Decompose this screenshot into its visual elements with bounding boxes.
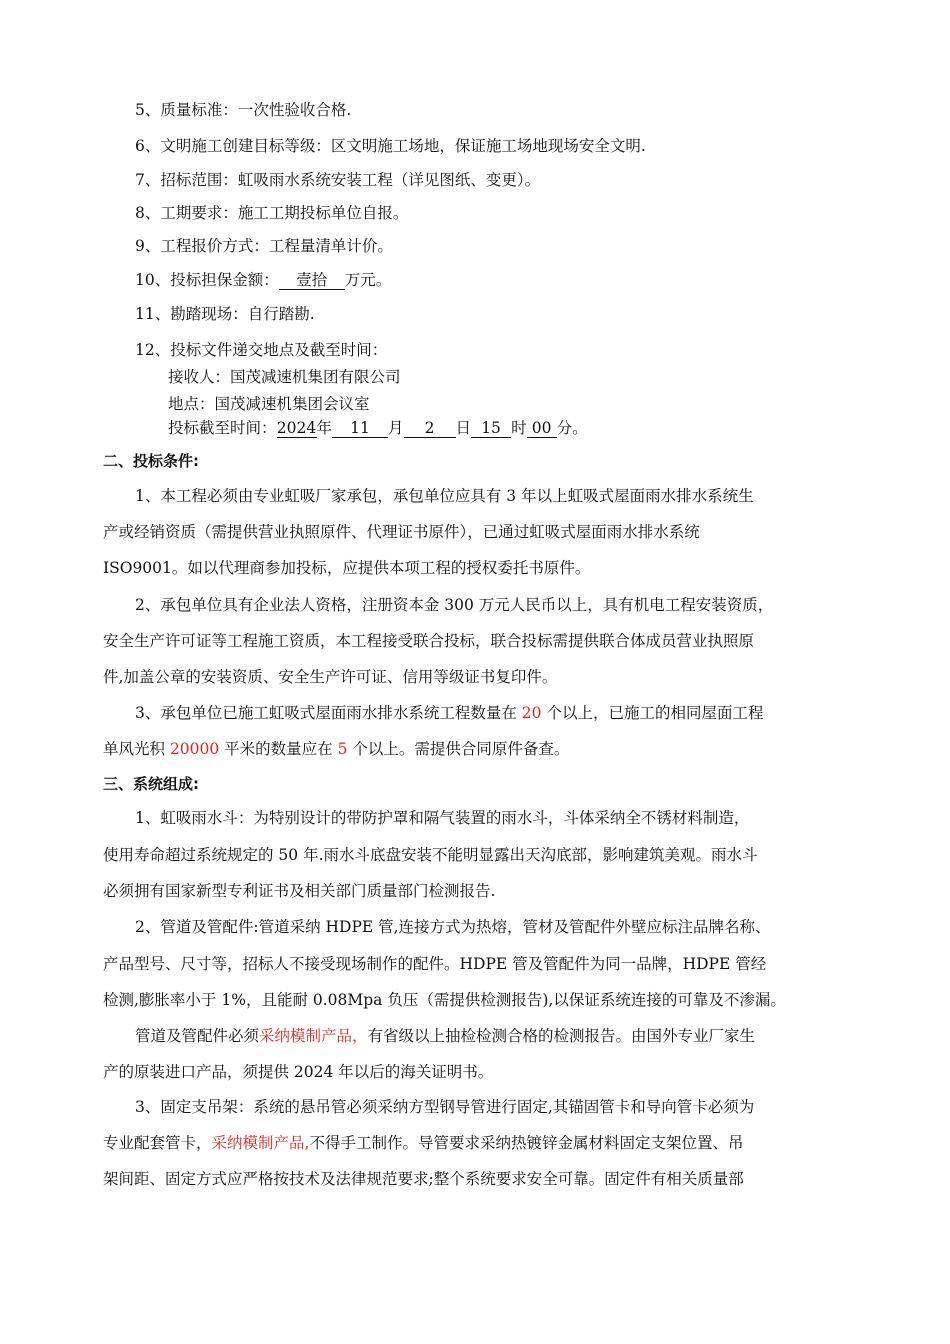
item-6: 6、文明施工创建目标等级：区文明施工场地，保证施工场地现场安全文明. <box>135 137 646 155</box>
s3-p4-line1: 3、固定支吊架：系统的悬吊管必须采纳方型钢导管进行固定,其锚固管卡和导向管卡必须为 <box>135 1098 755 1116</box>
s3-p3-text-b: 有省级以上抽检检测合格的检测报告。由国外专业厂家生 <box>367 1027 756 1045</box>
item-8: 8、工期要求：施工工期投标单位自报。 <box>135 204 409 222</box>
s2-p3-line2 <box>103 739 569 759</box>
receiver: 接收人：国茂减速机集团有限公司 <box>168 368 401 386</box>
deadline <box>168 418 588 438</box>
deadline-minute-unit: 分。 <box>556 419 588 437</box>
deadline-year: 2024 <box>276 419 317 437</box>
deadline-minute: 00 <box>527 419 557 438</box>
deadline-day: 2 <box>404 419 456 438</box>
area-highlight: 20000 <box>169 740 220 758</box>
deadline-label: 投标截至时间： <box>168 419 277 437</box>
location: 地点：国茂减速机集团会议室 <box>168 395 370 413</box>
s3-p2-line2: 产品型号、尺寸等，招标人不接受现场制作的配件。HDPE 管及管配件为同一品牌，HDPE 管经 <box>103 955 767 973</box>
s2-p3-line1 <box>135 703 763 723</box>
s2-p1-line1: 1、本工程必须由专业虹吸厂家承包，承包单位应具有 3 年以上虹吸式屋面雨水排水系统生 <box>135 487 754 505</box>
s2-p3-text-b: 个以上，已施工的相同屋面工程 <box>541 704 764 722</box>
s2-p3-text-a: 3、承包单位已施工虹吸式屋面雨水排水系统工程数量在 <box>135 704 522 722</box>
s3-p4-text-b: 不得手工制作。导管要求采纳热镀锌金属材料固定支架位置、吊 <box>309 1134 744 1152</box>
deadline-year-unit: 年 <box>316 419 333 437</box>
s2-p3-text-e: 个以上。需提供合同原件备查。 <box>347 740 570 758</box>
s3-p2-line3: 检测,膨胀率小于 1%，且能耐 0.08Mpa 负压（需提供检测报告),以保证系统连接的可靠及不渗漏。 <box>103 991 786 1009</box>
s3-p1-line1: 1、虹吸雨水斗：为特别设计的带防护罩和隔气装置的雨水斗，斗体采纳全不锈材料制造， <box>135 809 750 827</box>
project-count-highlight: 20 <box>521 704 542 722</box>
quantity-highlight: 5 <box>337 740 348 758</box>
item-12: 12、投标文件递交地点及截至时间： <box>135 341 388 359</box>
item-9: 9、工程报价方式：工程量清单计价。 <box>135 237 393 255</box>
s2-p2-line2: 安全生产许可证等工程施工资质，本工程接受联合投标，联合投标需提供联合体成员营业执照原 <box>103 632 755 650</box>
deadline-hour-unit: 时 <box>511 419 527 437</box>
section-2-heading: 二、投标条件: <box>103 452 199 470</box>
s3-p2-line1: 2、管道及管配件:管道采纳 HDPE 管,连接方式为热熔，管材及管配件外壁应标注品牌名称、 <box>135 918 771 936</box>
s2-p2-line1: 2、承包单位具有企业法人资格，注册资本金 300 万元人民币以上，具有机电工程安装资质， <box>135 596 774 614</box>
s3-p3-line2: 产的原装进口产品，须提供 2024 年以后的海关证明书。 <box>103 1063 494 1081</box>
s3-p4-line3: 架间距、固定方式应严格按技术及法律规范要求;整个系统要求安全可靠。固定件有相关质量部 <box>103 1170 744 1188</box>
item-11: 11、勘踏现场：自行踏勘. <box>135 305 315 323</box>
molded-product-highlight-2: 采纳模制产品, <box>211 1134 310 1152</box>
s3-p3-line1 <box>135 1026 755 1046</box>
deadline-hour: 15 <box>471 419 511 438</box>
s3-p1-line3: 必须拥有国家新型专利证书及相关部门质量部门检测报告. <box>103 882 496 900</box>
s2-p1-line3: ISO9001。如以代理商参加投标，应提供本项工程的授权委托书原件。 <box>103 559 591 577</box>
s2-p1-line2: 产或经销资质（需提供营业执照原件、代理证书原件），已通过虹吸式屋面雨水排水系统 <box>103 523 700 541</box>
item-10-unit: 万元。 <box>344 271 392 289</box>
deadline-day-unit: 日 <box>455 419 472 437</box>
s2-p3-text-d: 平米的数量应在 <box>219 740 338 758</box>
bond-amount: 壹拾 <box>279 271 345 290</box>
s3-p4-text-a: 专业配套管卡， <box>103 1134 212 1152</box>
item-10-label: 10、投标担保金额： <box>135 271 279 289</box>
s3-p1-line2: 使用寿命超过系统规定的 50 年.雨水斗底盘安装不能明显露出天沟底部，影响建筑美观。雨水斗 <box>103 846 758 864</box>
s3-p3-text-a: 管道及管配件必须 <box>135 1027 260 1045</box>
s3-p4-line2 <box>103 1133 743 1153</box>
item-5: 5、质量标准：一次性验收合格. <box>135 101 352 119</box>
deadline-month-unit: 月 <box>388 419 404 437</box>
s2-p3-text-c: 单风光积 <box>103 740 170 758</box>
s2-p2-line3: 件,加盖公章的安装资质、安全生产许可证、信用等级证书复印件。 <box>103 668 558 686</box>
item-7: 7、招标范围：虹吸雨水系统安装工程（详见图纸、变更）。 <box>135 171 541 189</box>
item-10 <box>135 270 391 290</box>
molded-product-highlight: 采纳模制产品， <box>259 1027 368 1045</box>
section-3-heading: 三、系统组成: <box>103 775 199 793</box>
deadline-month: 11 <box>332 419 388 438</box>
